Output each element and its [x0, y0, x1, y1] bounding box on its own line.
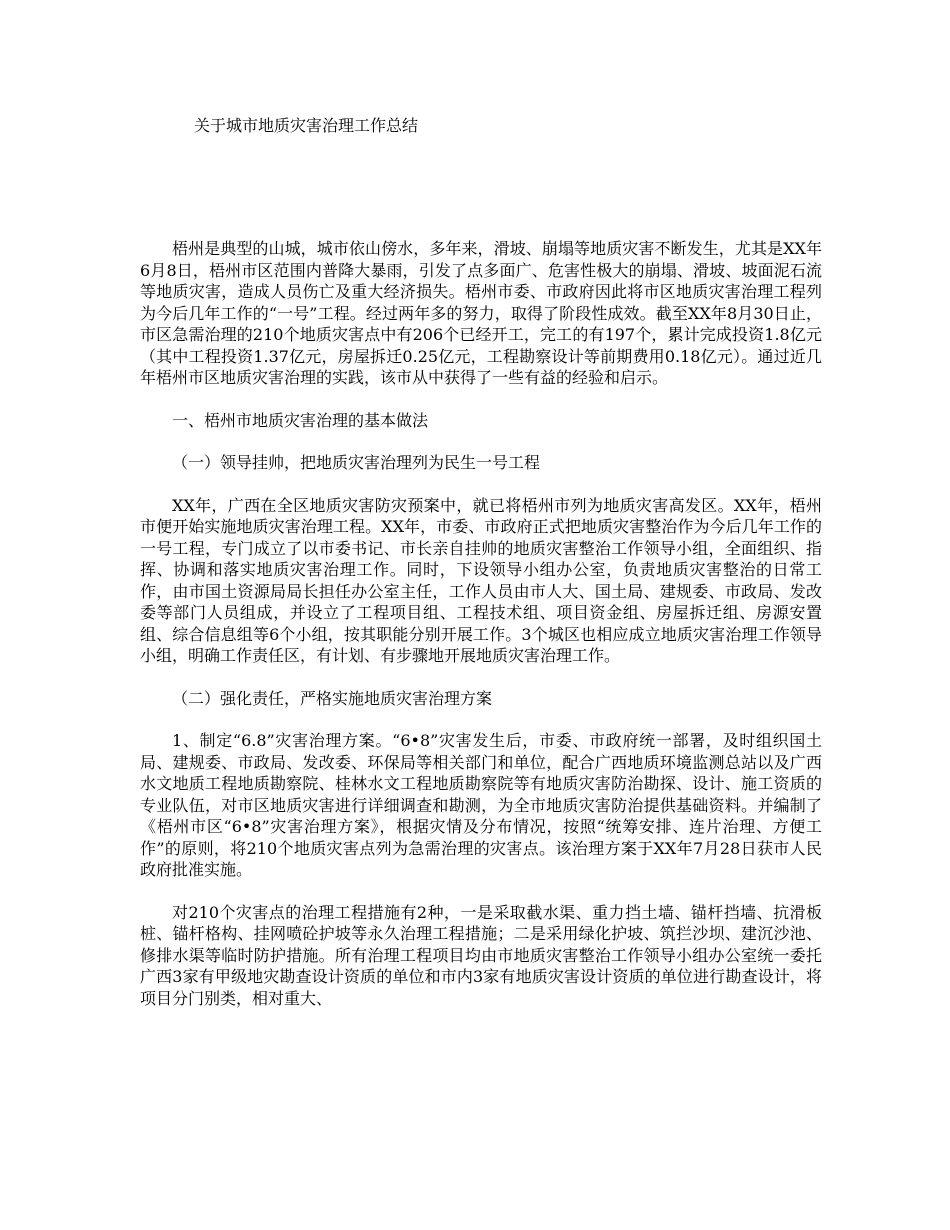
body-paragraph: 梧州是典型的山城，城市依山傍水，多年来，滑坡、崩塌等地质灾害不断发生，尤其是XX年6月8日，梧州市区范围内普降大暴雨，引发了点多面广、危害性极大的崩塌、滑坡、坡面泥石流等地质灾害，造成人员伤亡及重大经济损失。梧州市委、市政府因此将市区地质灾害治理工程列为今后几年工作的“一号”工程。经过两年多的努力，取得了阶段性成效。截至XX年8月30日止，市区急需治理的210个地质灾害点中有206个已经开工，完工的有197个，累计完成投资1.8亿元（其中工程投资1.37亿元，房屋拆迁0.25亿元，工程勘察设计等前期费用0.18亿元）。通过近几年梧州市区地质灾害治理的实践，该市从中获得了一些有益的经验和启示。 [140, 239, 822, 387]
document-title: 关于城市地质灾害治理工作总结 [194, 116, 419, 135]
body-paragraph: 1、制定“6.8”灾害治理方案。“6•8”灾害发生后，市委、市政府统一部署，及时组织国土局、建规委、市政局、发改委、环保局等相关部门和单位，配合广西地质环境监测总站以及广西水文地质工程地质勘察院、桂林水文工程地质勘察院等有地质灾害防治勘探、设计、施工资质的专业队伍，对市区地质灾害进行详细调查和勘测，为全市地质灾害防治提供基础资料。并编制了《梧州市区“6•8”灾害治理方案》，根据灾情及分布情况，按照“统筹安排、连片治理、方便工作”的原则，将210个地质灾害点列为急需治理的灾害点。该治理方案于XX年7月28日获市人民政府批准实施。 [140, 731, 822, 879]
body-paragraph: 对210个灾害点的治理工程措施有2种，一是采取截水渠、重力挡土墙、锚杆挡墙、抗滑板桩、锚杆格构、挂网喷砼护坡等永久治理工程措施；二是采用绿化护坡、筑拦沙坝、建沉沙池、修排水渠等临时防护措施。所有治理工程项目均由市地质灾害整治工作领导小组办公室统一委托广西3家有甲级地灾勘查设计资质的单位和市内3家有地质灾害设计资质的单位进行勘查设计，将项目分门别类，相对重大、 [140, 902, 822, 1008]
document-body [140, 238, 822, 1009]
body-paragraph: XX年，广西在全区地质灾害防灾预案中，就已将梧州市列为地质灾害高发区。XX年，梧州市便开始实施地质灾害治理工程。XX年，市委、市政府正式把地质灾害整治作为今后几年工作的一号工程，专门成立了以市委书记、市长亲自挂帅的地质灾害整治工作领导小组，全面组织、指挥、协调和落实地质灾害治理工作。同时，下设领导小组办公室，负责地质灾害整治的日常工作，由市国土资源局局长担任办公室主任，工作人员由市人大、国土局、建规委、市政局、发改委等部门人员组成，并设立了工程项目组、工程技术组、项目资金组、房屋拆迁组、房源安置组、综合信息组等6个小组，按其职能分别开展工作。3个城区也相应成立地质灾害治理工作领导小组，明确工作责任区，有计划、有步骤地开展地质灾害治理工作。 [140, 495, 822, 665]
subsection-heading: （二）强化责任，严格实施地质灾害治理方案 [172, 688, 493, 708]
subsection-heading: （一）领导挂帅，把地质灾害治理列为民生一号工程 [172, 453, 541, 472]
section-heading: 一、梧州市地质灾害治理的基本做法 [172, 410, 429, 430]
